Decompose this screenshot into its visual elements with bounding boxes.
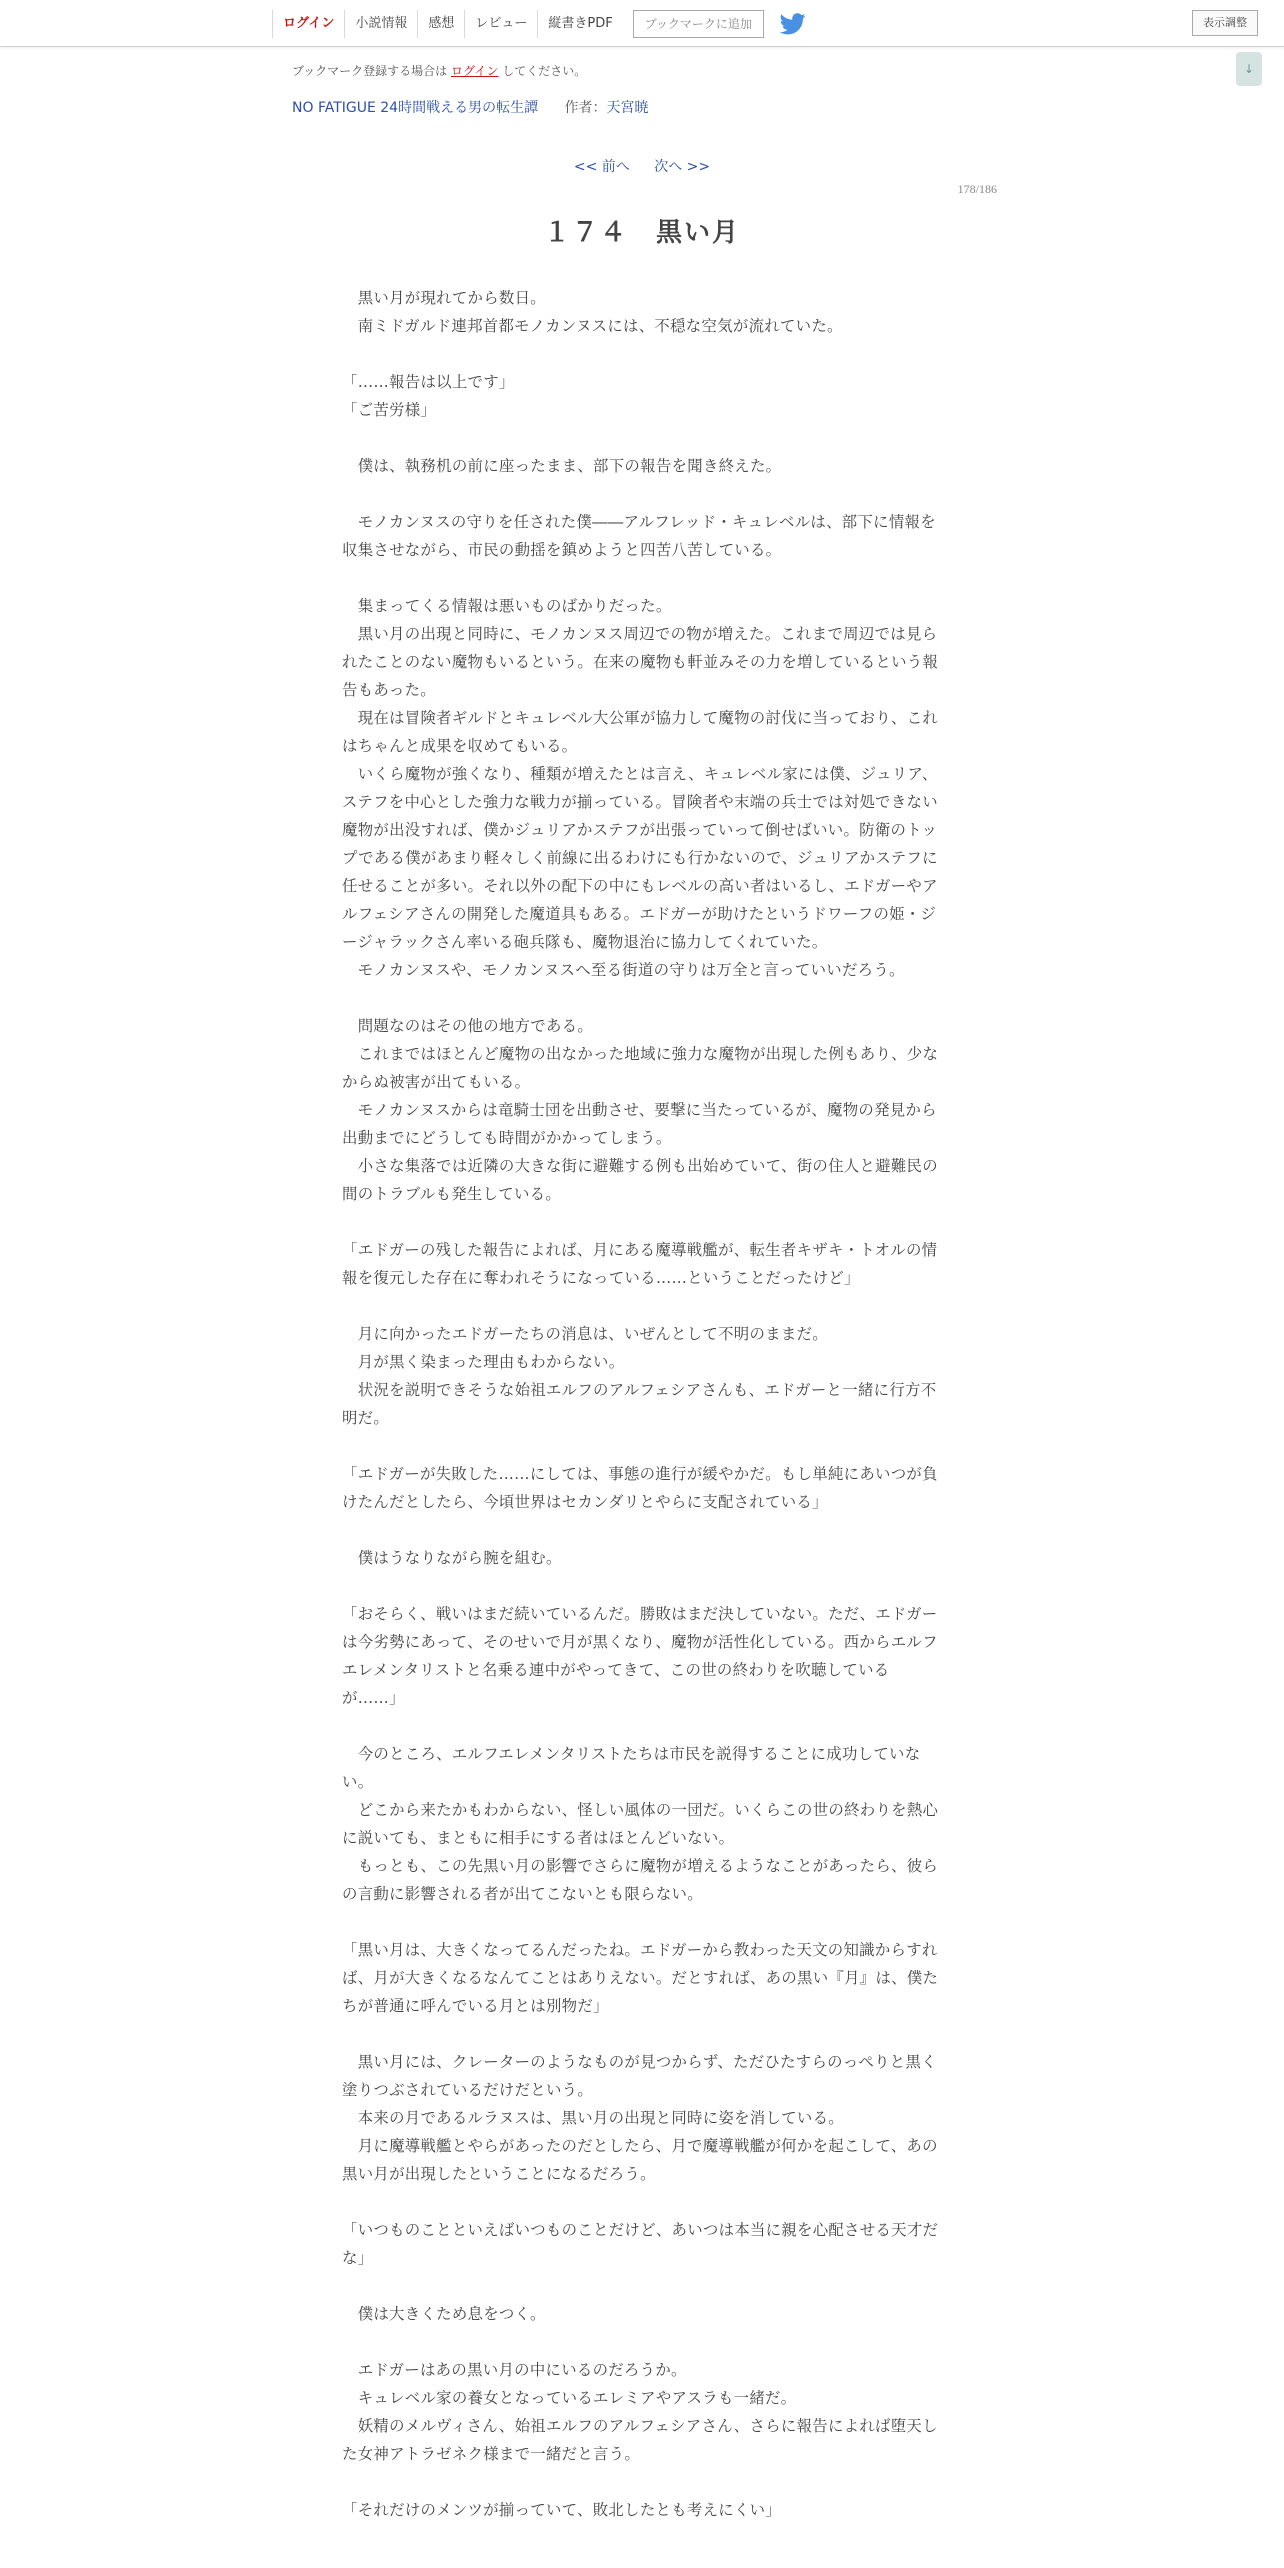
top-nav-bar (0, 0, 1284, 47)
body-paragraph: 黒い月には、クレーターのようなものが見つからず、ただひたすらのっぺりと黒く塗りつぶされているだけだという。 (342, 2053, 937, 2099)
body-paragraph: モノカンヌスからは竜騎士団を出動させ、要撃に当たっているが、魔物の発見から出動までにどうしても時間がかかってしまう。 (342, 1101, 937, 1147)
nav-impressions-link[interactable]: 感想 (417, 10, 464, 38)
prev-chapter-link[interactable]: << 前へ (573, 159, 630, 175)
blank-line (342, 1208, 942, 1236)
body-paragraph: どこから来たかもわからない、怪しい風体の一団だ。いくらこの世の終わりを熱心に説いても、まともに相手にする者はほとんどいない。 (342, 1801, 939, 1847)
body-paragraph: 南ミドガルド連邦首都モノカンヌスには、不穏な空気が流れていた。 (342, 317, 843, 335)
body-paragraph: 集まってくる情報は悪いものばかりだった。 (342, 597, 672, 615)
work-info (292, 97, 649, 117)
body-paragraph: 僕はうなりながら腕を組む。 (342, 1549, 562, 1567)
body-paragraph: 「……報告は以上です」 (342, 373, 515, 391)
blank-line (342, 564, 942, 592)
body-paragraph: エドガーはあの黒い月の中にいるのだろうか。 (342, 2361, 687, 2379)
nav-novel-info-link[interactable]: 小説情報 (344, 10, 417, 38)
body-paragraph: 黒い月が現れてから数日。 (342, 289, 546, 307)
body-paragraph: 「いつものことといえばいつものことだけど、あいつは本当に親を心配させる天才だな」 (342, 2221, 939, 2267)
body-paragraph: 今のところ、エルフエレメンタリストたちは市民を説得することに成功していない。 (342, 1745, 921, 1791)
body-paragraph: 「黒い月は、大きくなってるんだったね。エドガーから教わった天文の知識からすれば、月が大きくなるなんてことはありえない。だとすれば、あの黒い『月』は、僕たちが普通に呼んでいる月とは別物だ」 (342, 1941, 939, 2015)
blank-line (342, 1432, 942, 1460)
blank-line (342, 2020, 942, 2048)
notice-login-link[interactable]: ログイン (451, 64, 499, 78)
body-paragraph: 妖精のメルヴィさん、始祖エルフのアルフェシアさん、さらに報告によれば堕天した女神アトラゼネク様まで一緒だと言う。 (342, 2417, 938, 2463)
body-paragraph: 黒い月の出現と同時に、モノカンヌス周辺での物が増えた。これまで周辺では見られたことのない魔物もいるという。在来の魔物も軒並みその力を増しているという報告もあった。 (342, 625, 939, 699)
chapter-title: １７４ 黒い月 (543, 218, 740, 248)
body-paragraph: 「エドガーが失敗した……にしては、事態の進行が緩やかだ。もし単純にあいつが負けたんだとしたら、今頃世界はセカンダリとやらに支配されている」 (342, 1465, 938, 1511)
body-paragraph: モノカンヌスや、モノカンヌスへ至る街道の守りは万全と言っていいだろう。 (342, 961, 905, 979)
body-paragraph: 月に向かったエドガーたちの消息は、いぜんとして不明のままだ。 (342, 1325, 828, 1343)
work-title-link[interactable]: NO FATIGUE 24時間戦える男の転生譚 (292, 100, 539, 116)
blank-line (342, 1908, 942, 1936)
body-paragraph: キュレベル家の養女となっているエレミアやアスラも一緒だ。 (342, 2389, 797, 2407)
nav-menu (272, 10, 806, 38)
bookmark-login-notice (292, 62, 586, 79)
nav-login-link[interactable]: ログイン (272, 10, 344, 38)
nav-review-link[interactable]: レビュー (464, 10, 537, 38)
blank-line (342, 1516, 942, 1544)
body-paragraph: 僕は大きくため息をつく。 (342, 2305, 546, 2323)
body-paragraph: 本来の月であるルラヌスは、黒い月の出現と同時に姿を消している。 (342, 2109, 844, 2127)
body-paragraph: 問題なのはその他の地方である。 (342, 1017, 594, 1035)
chapter-pager (0, 156, 1284, 176)
add-bookmark-button[interactable]: ブックマークに追加 (633, 10, 764, 38)
blank-line (342, 1292, 942, 1320)
blank-line (342, 2272, 942, 2300)
body-paragraph: 状況を説明できそうな始祖エルフのアルフェシアさんも、エドガーと一緒に行方不明だ。 (342, 1381, 937, 1427)
blank-line (342, 1712, 942, 1740)
body-paragraph: もっとも、この先黒い月の影響でさらに魔物が増えるようなことがあったら、彼らの言動に影響される者が出てこないとも限らない。 (342, 1857, 939, 1903)
body-paragraph: 月に魔導戦艦とやらがあったのだとしたら、月で魔導戦艦が何かを起こして、あの黒い月が出現したということになるだろう。 (342, 2137, 938, 2183)
body-paragraph: 「それだけのメンツが揃っていて、敗北したとも考えにくい」 (342, 2501, 782, 2519)
nav-vertical-pdf-link[interactable]: 縦書きPDF (537, 10, 622, 38)
body-paragraph: 「おそらく、戦いはまだ続いているんだ。勝敗はまだ決していない。ただ、エドガーは今劣勢にあって、そのせいで月が黒くなり、魔物が活性化している。西からエルフエレメンタリストと名乗る連中がやってきて、この世の終わりを吹聴しているが……」 (342, 1605, 938, 1707)
blank-line (342, 424, 942, 452)
scroll-down-tab[interactable]: ↓ (1236, 52, 1262, 86)
blank-line (342, 2468, 942, 2496)
author-label: 作者： (564, 100, 607, 116)
author-link[interactable]: 天宮暁 (606, 100, 649, 116)
notice-suffix: してください。 (502, 64, 587, 78)
blank-line (342, 1572, 942, 1600)
next-chapter-link[interactable]: 次へ >> (654, 159, 711, 175)
blank-line (342, 2328, 942, 2356)
body-paragraph: モノカンヌスの守りを任された僕――アルフレッド・キュレベルは、部下に情報を収集させながら、市民の動揺を鎮めようと四苦八苦している。 (342, 513, 936, 559)
twitter-icon[interactable] (780, 13, 806, 35)
display-adjust-button[interactable]: 表示調整 (1192, 10, 1258, 36)
body-paragraph: 僕は、執務机の前に座ったまま、部下の報告を聞き終えた。 (342, 457, 782, 475)
novel-body (342, 284, 942, 2524)
blank-line (342, 480, 942, 508)
body-paragraph: 小さな集落では近隣の大きな街に避難する例も出始めていて、街の住人と避難民の間のトラブルも発生している。 (342, 1157, 938, 1203)
body-paragraph: 現在は冒険者ギルドとキュレベル大公軍が協力して魔物の討伐に当っており、これはちゃんと成果を収めてもいる。 (342, 709, 939, 755)
body-paragraph: 「ご苦労様」 (342, 401, 437, 419)
blank-line (342, 984, 942, 1012)
body-paragraph: 月が黒く染まった理由もわからない。 (342, 1353, 625, 1371)
body-paragraph: これまではほとんど魔物の出なかった地域に強力な魔物が出現した例もあり、少なからぬ被害が出てもいる。 (342, 1045, 939, 1091)
blank-line (342, 2188, 942, 2216)
body-paragraph: 「エドガーの残した報告によれば、月にある魔導戦艦が、転生者キザキ・トオルの情報を復元した存在に奪われそうになっている……ということだったけど」 (342, 1241, 938, 1287)
page-count: 178/186 (957, 182, 997, 196)
body-paragraph: いくら魔物が強くなり、種類が増えたとは言え、キュレベル家には僕、ジュリア、ステフを中心とした強力な戦力が揃っている。冒険者や末端の兵士では対処できない魔物が出没すれば、僕かジュリアかステフが出張っていって倒せばいい。防衛のトップである僕があまり軽々しく前線に出るわけにも行かないので、ジュリアかステフに任せることが多い。それ以外の配下の中にもレベルの高い者はいるし、エドガーやアルフェシアさんの開発した魔道具もある。エドガーが助けたというドワーフの姫・ジージャラックさん率いる砲兵隊も、魔物退治に協力してくれていた。 (342, 765, 938, 951)
blank-line (342, 340, 942, 368)
notice-prefix: ブックマーク登録する場合は (292, 64, 448, 78)
